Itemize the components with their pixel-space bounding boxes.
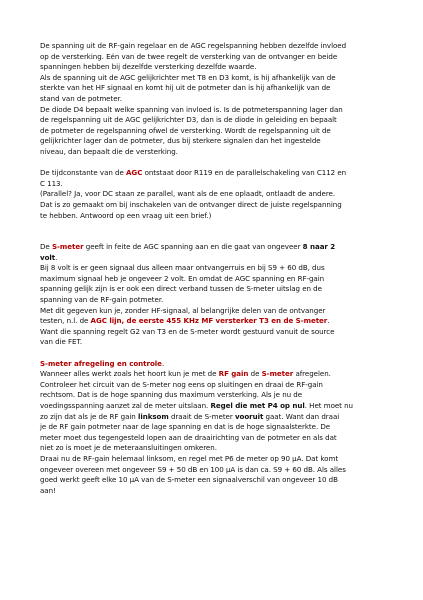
text-line: Dat is zo gemaakt om bij inschakelen van de ontvanger direct de juiste regelspanning	[40, 199, 342, 209]
section-rf-gain-agc	[40, 41, 388, 158]
section-heading	[40, 359, 388, 370]
text-line: sterkte van het HF signaal en komt hij uit de potmeter dan is hij afhankelijk van de	[40, 83, 331, 93]
text-span: gaat. Want dan draai	[263, 411, 340, 421]
text-line: meter moet dus tegengesteld lopen aan de draairichting van de potmeter en als dat	[40, 432, 337, 442]
text-span: afregelen.	[293, 369, 331, 379]
s-meter-highlight: S-meter	[261, 369, 294, 379]
document-page	[40, 41, 388, 496]
section-s-meter-calibration	[40, 359, 388, 497]
text-span: testen, n.l. de	[40, 316, 91, 326]
text-span: .	[327, 316, 330, 326]
text-line	[40, 369, 388, 380]
text-line: goed werkt geeft elke 10 µA van de S-meter een signaalverschil van ongeveer 10 dB	[40, 475, 338, 485]
text-line: Bij 8 volt is er geen signaal dus alleen maar ontvangerruis en bij S9 + 60 dB, dus	[40, 263, 325, 273]
text-span: zo zijn dat als je de RF gain	[40, 411, 138, 421]
text-line: niet zo is moet je de meteraansluitingen omkeren.	[40, 443, 217, 453]
text-line: spanning gelijk zijn is er ook een direct verband tussen de S-meter uitslag en de	[40, 284, 322, 294]
text-span: ontstaat door R119 en de parallelschakeling van C112 en	[142, 168, 347, 178]
text-line: aan!	[40, 485, 56, 495]
text-line: Draai nu de RF-gain helemaal linksom, en regel met P6 de meter op 90 µA. Dat komt	[40, 453, 339, 463]
text-line: C 113.	[40, 178, 63, 188]
text-line: spanning van de RF-gain potmeter.	[40, 295, 164, 305]
agc-lijn-highlight: AGC lijn, de eerste 455 KHz MF versterker T3 en de S-meter	[90, 316, 328, 326]
text-line	[40, 412, 388, 423]
text-span: Wanneer alles werkt zoals het hoort kun je met de	[40, 369, 219, 379]
text-span: draait de S-meter	[168, 411, 235, 421]
bold-span: volt	[40, 252, 56, 262]
text-line: Controleer het circuit van de S-meter nog eens op sluitingen en draai de RF-gain	[40, 379, 323, 389]
text-span: De tijdconstante van de	[40, 168, 126, 178]
section-s-meter	[40, 242, 388, 348]
paragraph-gap	[40, 348, 388, 359]
text-line	[40, 242, 388, 253]
text-span: voedingsspanning aanzet zal de meter uitslaan.	[40, 401, 211, 410]
text-line: (Parallel? Ja, voor DC staan ze parallel, want als de ene oplaadt, ontlaadt de andere.	[40, 189, 336, 199]
text-line	[40, 168, 388, 179]
text-span: .	[161, 358, 165, 368]
text-line: De diode D4 bepaalt welke spanning van invloed is. Is de potmeterspanning lager dan	[40, 104, 343, 114]
text-span: . Het moet nu	[304, 401, 354, 410]
text-line: op de versterking. Eén van de twee regelt de versterking van de ontvanger en beide	[40, 51, 338, 61]
text-line: niveau, dan bepaalt die de versterking.	[40, 146, 178, 156]
text-line: rechtsom. Dat is de hoge spanning dus maximum versterking. Als je nu de	[40, 390, 303, 400]
text-line: de potmeter de regelspanning ofwel de versterking. Wordt de regelspanning uit de	[40, 125, 331, 135]
text-span: .	[55, 252, 58, 262]
s-meter-highlight: S-meter	[51, 242, 84, 252]
agc-highlight: AGC	[125, 168, 143, 178]
bold-span: linksom	[137, 411, 169, 421]
text-line: spanningen hebben bij dezelfde versterking dezelfde waarde.	[40, 62, 257, 72]
text-line: Als de spanning uit de AGC gelijkrichter met T8 en D3 komt, is hij afhankelijk van de	[40, 72, 336, 82]
section-gap	[40, 221, 388, 242]
text-line: ongeveer overeen met ongeveer S9 + 50 dB en 100 µA is dan ca. S9 + 60 dB. Als alles	[40, 464, 346, 474]
text-line: je de RF gain potmeter naar de lage spanning en dat is de hoge signaalsterkte. De	[40, 422, 331, 432]
text-line: van die FET.	[40, 337, 83, 347]
paragraph-gap	[40, 158, 388, 169]
bold-span: vooruit	[234, 411, 264, 421]
text-line: Met dit gegeven kun je, zonder HF-signaal, al belangrijke delen van de ontvanger	[40, 305, 326, 315]
text-span: geeft in feite de AGC spanning aan en die gaat van ongeveer	[83, 242, 303, 252]
text-line	[40, 253, 388, 264]
rf-gain-highlight: RF gain	[218, 369, 249, 379]
text-line: te hebben. Antwoord op een vraag uit een brief.)	[40, 210, 212, 220]
text-span: de	[248, 369, 262, 379]
text-line: de regelspanning uit de AGC gelijkrichter D3, dan is de diode in geleiding en bepaalt	[40, 115, 337, 125]
bold-span: 8 naar 2	[302, 242, 336, 252]
text-line: gelijkrichter lager dan de potmeter, dus bij sterkere signalen dan het ingestelde	[40, 136, 321, 146]
text-line: Want die spanning regelt G2 van T3 en de S-meter wordt gestuurd vanuit de source	[40, 326, 335, 336]
text-span: De	[40, 242, 52, 252]
text-line	[40, 316, 388, 327]
text-line	[40, 401, 388, 412]
text-line: maximum signaal heb je ongeveer 2 volt. En omdat de AGC spanning en RF-gain	[40, 273, 325, 283]
heading-text: S-meter afregeling en controle	[40, 358, 162, 368]
text-line: stand van de potmeter.	[40, 93, 122, 103]
section-time-constant	[40, 168, 388, 221]
bold-span: Regel die met P4 op nul	[210, 401, 305, 410]
text-line: De spanning uit de RF-gain regelaar en de AGC regelspanning hebben dezelfde invloed	[40, 41, 347, 50]
